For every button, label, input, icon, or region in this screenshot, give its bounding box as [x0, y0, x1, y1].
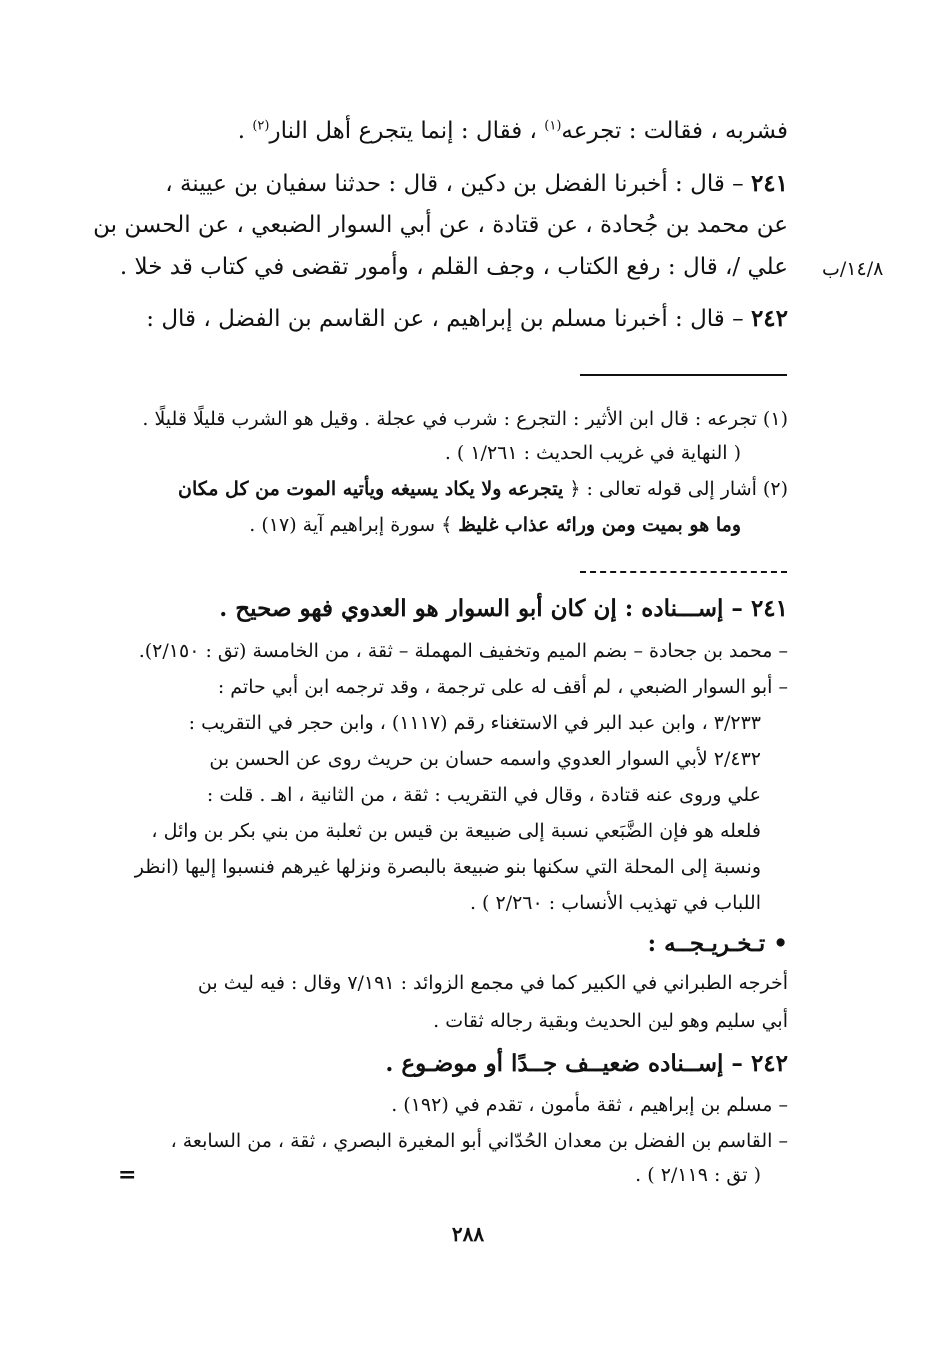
commentary-line-8: اللباب في تهذيب الأنساب : ٢/٢٦٠ ) . [469, 892, 761, 914]
commentary-line-1: – محمد بن جحادة – بضم الميم وتخفيف المهملة – ثقة ، من الخامسة (تق : ٢/١٥٠). [138, 640, 788, 662]
commentary-heading-242: ٢٤٢ – إســناده ضعيــف جــدًا أو موضـوع . [385, 1050, 788, 1077]
commentary-line-5: علي وروى عنه قتادة ، وقال في التقريب : ثقة ، من الثانية ، اهـ . قلت : [206, 784, 761, 806]
takhrij-heading: • تـخـريـجــه : [647, 930, 788, 957]
commentary-separator [580, 571, 787, 573]
commentary-line-242-1: – مسلم بن إبراهيم ، ثقة مأمون ، تقدم في (١٩٢) . [391, 1094, 788, 1116]
commentary-line-242-3: ( تق : ٢/١١٩ ) . [635, 1164, 761, 1186]
footnote-2-line-1: (٢) أشار إلى قوله تعالى : ﴿ يتجرعه ولا يكاد يسيغه ويأتيه الموت من كل مكان [178, 478, 788, 500]
main-line-5: ٢٤٢ – قال : أخبرنا مسلم بن إبراهيم ، عن القاسم بن الفضل ، قال : [146, 305, 788, 332]
footnote-ref-2: (٢) [252, 118, 270, 134]
footnote-separator [580, 374, 787, 376]
continuation-mark: = [118, 1162, 137, 1188]
commentary-line-4: ٢/٤٣٢ لأبي السوار العدوي واسمه حسان بن حريث روى عن الحسن بن [209, 748, 761, 770]
margin-folio-note: ١٤/٨/ب [822, 258, 884, 280]
footnote-1-line-1: (١) تجرعه : قال ابن الأثير : التجرع : شرب في عجلة . وقيل هو الشرب قليلًا قليلًا . [142, 408, 788, 430]
hadith-number-242: ٢٤٢ [750, 305, 788, 332]
main-line-4: علي /، قال : رفع الكتاب ، وجف القلم ، وأمور تقضى في كتاب قد خلا . [119, 254, 788, 280]
commentary-line-242-2: – القاسم بن الفضل بن معدان الحُدّاني أبو المغيرة البصري ، ثقة ، من السابعة ، [170, 1130, 788, 1152]
footnote-2-line-2: وما هو بميت ومن ورائه عذاب غليظ ﴾ سورة إبراهيم آية (١٧) . [249, 514, 741, 536]
commentary-line-7: ونسبة إلى المحلة التي سكنها بنو ضبيعة بالبصرة ونزلها غيرهم فنسبوا إليها (انظر [134, 856, 761, 878]
takhrij-line-1: أخرجه الطبراني في الكبير كما في مجمع الزوائد : ٧/١٩١ وقال : فيه ليث بن [197, 972, 788, 994]
takhrij-line-2: أبي سليم وهو لين الحديث وبقية رجاله ثقات . [433, 1010, 788, 1032]
footnote-1-line-2: ( النهاية في غريب الحديث : ١/٢٦١ ) . [444, 442, 741, 464]
hadith-number-241: ٢٤١ [750, 170, 788, 197]
page-number: ٢٨٨ [451, 1222, 485, 1246]
commentary-line-2: – أبو السوار الضبعي ، لم أقف له على ترجمة ، وقد ترجمه ابن أبي حاتم : [217, 676, 788, 698]
main-line-1: فشربه ، فقالت : تجرعه$^{(١)}$ ، فقال : إنما يتجرع أهل النار$^{(٢)}$ . [237, 118, 788, 144]
commentary-heading-241: ٢٤١ – إســـناده : إن كان أبو السوار هو العدوي فهو صحيح . [219, 595, 788, 622]
commentary-line-3: ٣/٢٣٣ ، وابن عبد البر في الاستغناء رقم (١١١٧) ، وابن حجر في التقريب : [188, 712, 761, 734]
main-line-2: ٢٤١ – قال : أخبرنا الفضل بن دكين ، قال : حدثنا سفيان بن عيينة ، [165, 170, 788, 197]
commentary-line-6: فلعله هو فإن الضَّبَعي نسبة إلى ضبيعة بن قيس بن ثعلبة من بني بكر بن وائل ، [151, 820, 761, 842]
main-line-3: عن محمد بن جُحادة ، عن قتادة ، عن أبي السوار الضبعي ، عن الحسن بن [93, 212, 788, 238]
footnote-ref-1: (١) [544, 118, 562, 134]
